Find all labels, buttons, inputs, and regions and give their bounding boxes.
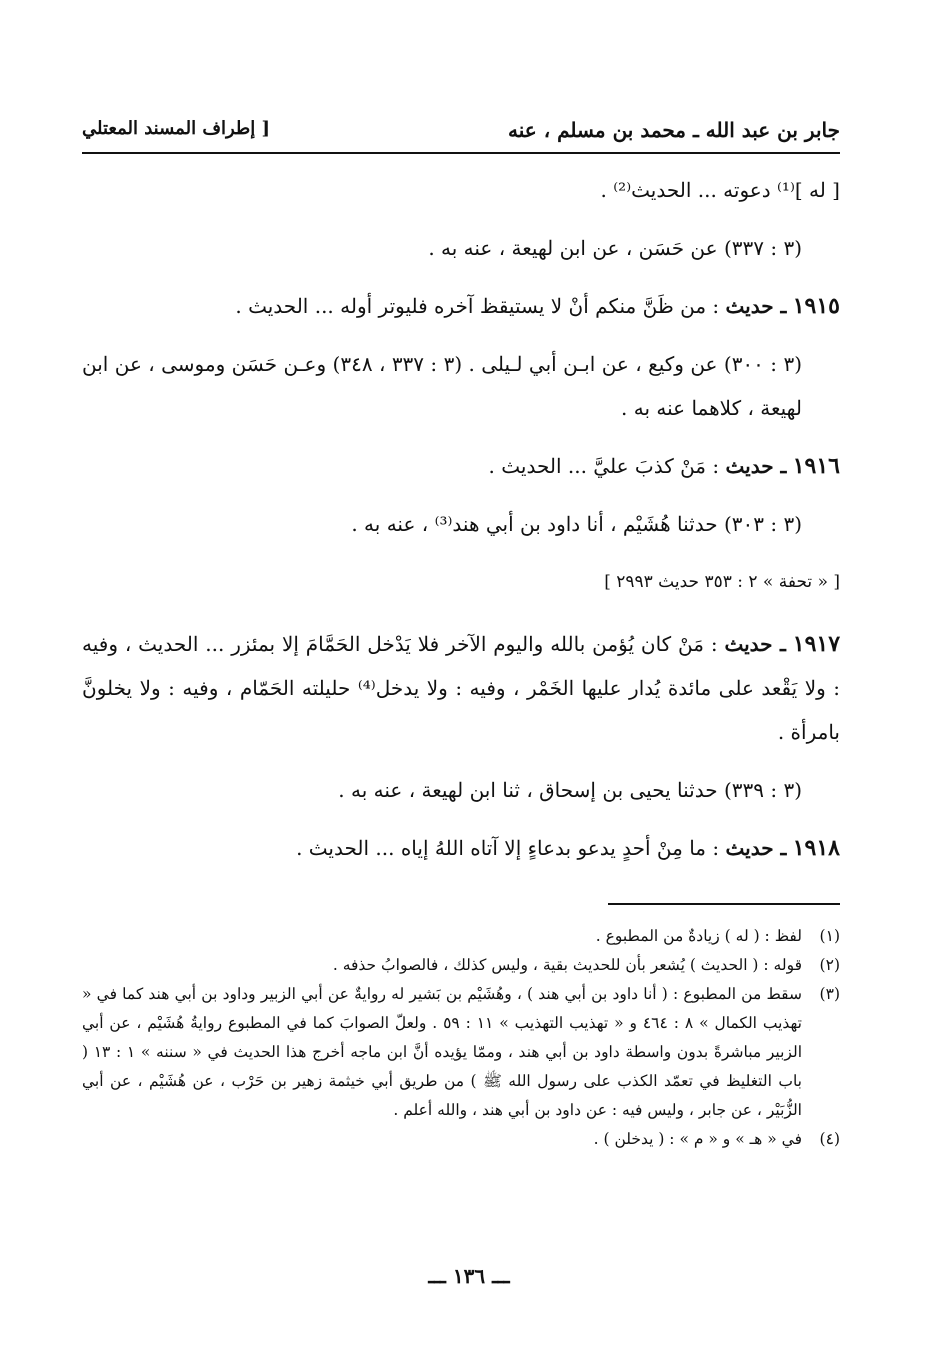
hadith-1918 (82, 826, 840, 870)
footnote-divider (608, 903, 840, 905)
footnote-mark: (٤) (819, 1130, 840, 1148)
hadith-text: : من ظَنَّ منكم أنْ لا يستيقظ آخره فليوتر أوله ... الحديث . (235, 294, 720, 318)
hadith-number: ١٩١٦ (792, 453, 840, 479)
hadith-text: : مَنْ كذبَ عليَّ ... الحديث . (488, 454, 720, 478)
isnad-line: (٣ : ٣٠٣) حدثنا هُشَيْم ، أنا داود بن أبي هند⁽³⁾ ، عنه به . (351, 512, 802, 536)
hadith-keyword: ـ حديث (724, 632, 786, 656)
page-number: ـــ ١٣٦ ـــ (428, 1264, 510, 1288)
footnote-text: سقط من المطبوع : ( أنا داود بن أبي هند ) ، وهُشَيْم بن بَشير له روايةٌ عن أبي الزبير وداود بن أبي هند كما في « تهذيب الكمال » ٨ : ٤٦٤ و « تهذيب التهذيب » ١١ : ٥٩ . ولعلّ الصوابَ كما في المطبوع روايةُ هُشَيْم ، عن أبي الزبير مباشرةً بدون واسطة داود بن أبي هند ، وممّا يؤيده أنَّ ابن ماجه أخرج هذا الحديث في « سننه » ١ : ١٣ ( باب التغليظ في تعمّد الكذب على رسول الله ﷺ ) من طريق أبي خيثمة زهير بن حَرْب ، عن هُشَيْم ، عن أبي الزُّبَيْر ، عن جابر ، وليس فيه : عن داود بن أبي هند ، والله أعلم . (82, 985, 803, 1119)
footnote-mark: (٢) (819, 956, 840, 974)
main-text (82, 168, 840, 884)
hadith-1915 (82, 284, 840, 328)
footnote-text: قوله : ( الحديث ) يُشعر بأن للحديث بقية ، وليس كذلك ، فالصوابُ حذفه . (332, 956, 802, 974)
hadith-text: : مَنْ كان يُؤمن بالله واليوم الآخر فلا يَدْخل الحَمَّامَ إلا بمئزر ... الحديث ، وفيه : ولا يَقْعد على مائدة يُدار عليها الخَمْر ، وفيه : ولا يدخل⁽⁴⁾ حليلته الحَمّام ، وفيه : ولا يخلونَّ بامرأة . (82, 632, 841, 744)
hadith-number: ١٩١٨ (792, 835, 840, 861)
footnote-item (82, 1125, 840, 1154)
hadith-number: ١٩١٧ (792, 631, 841, 657)
isnad-line: (٣ : ٣٠٠) عن وكيع ، عن ابـن أبي لـيلى . (٣ : ٣٣٧ ، ٣٤٨) وعـن حَسَن وموسى ، عن ابن لهيعة ، كلاهما عنه به . (82, 352, 802, 420)
footnote-mark: (٣) (819, 985, 840, 1003)
footnote-text: في « هـ » و « م » : ( يدخلن ) . (593, 1130, 802, 1148)
footnote-text: لفظ : ( له ) زيادةٌ من المطبوع . (595, 927, 802, 945)
isnad-line: (٣ : ٣٣٧) عن حَسَن ، عن ابن لهيعة ، عنه به . (428, 236, 802, 260)
footnote-item (82, 951, 840, 980)
footnote-item (82, 922, 840, 951)
header-book-title: [ إطراف المسند المعتلي (82, 118, 271, 139)
header-chapter-title: جابر بن عبد الله ـ محمد بن مسلم ، عنه (508, 118, 840, 142)
isnad-line: (٣ : ٣٣٩) حدثنا يحيى بن إسحاق ، ثنا ابن لهيعة ، عنه به . (338, 778, 802, 802)
footnotes (82, 922, 840, 1154)
hadith-keyword: ـ حديث (725, 294, 787, 318)
footnote-item (82, 980, 840, 1125)
header-divider (82, 152, 840, 154)
hadith-keyword: ـ حديث (725, 454, 787, 478)
hadith-1916 (82, 444, 840, 488)
hadith-keyword: ـ حديث (725, 836, 787, 860)
footnote-mark: (١) (819, 927, 840, 945)
running-header (82, 112, 840, 148)
hadith-text: : ما مِنْ أحدٍ يدعو بدعاءٍ إلا آتاه اللهُ إياه ... الحديث . (296, 836, 720, 860)
paragraph: [ له ]⁽¹⁾ دعوته ... الحديث⁽²⁾ . (600, 178, 840, 202)
hadith-number: ١٩١٥ (792, 293, 840, 319)
hadith-1917 (82, 622, 840, 754)
tuhfa-reference: [ « تحفة » ٢ : ٣٥٣ حديث ٢٩٩٣ ] (604, 572, 840, 592)
